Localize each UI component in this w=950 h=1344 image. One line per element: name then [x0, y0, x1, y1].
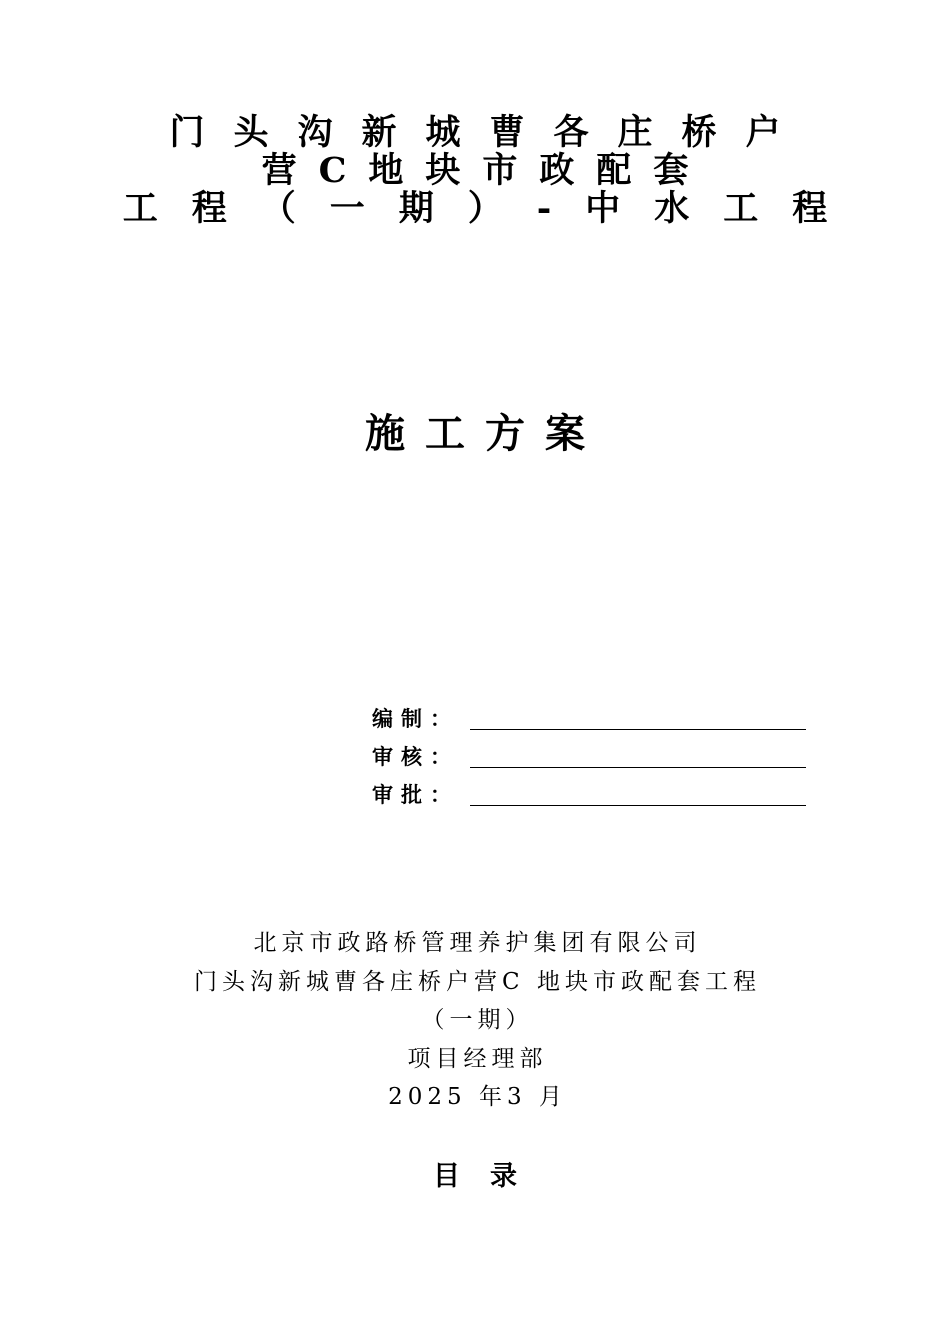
compiled-by-line — [470, 729, 806, 730]
signature-row-approved — [372, 772, 806, 810]
reviewed-by-label: 审核： — [372, 744, 459, 769]
project-title-line-1: 门头沟新城曹各庄桥户 — [169, 112, 810, 153]
table-of-contents-heading: 目录 — [433, 1161, 547, 1192]
organization-block — [0, 924, 950, 1117]
project-title — [0, 114, 950, 228]
project-title-line-3: 工程（一期）-中水工程 — [122, 188, 862, 229]
compiled-by-label: 编制： — [372, 706, 459, 731]
signature-row-reviewed — [372, 734, 806, 772]
signature-block — [372, 696, 806, 810]
project-title-line-2: 营C地块市政配套 — [261, 150, 711, 191]
department-name: 项目经理部 — [407, 1045, 548, 1072]
project-name-line-1: 门头沟新城曹各庄桥户营C 地块市政配套工程 — [194, 968, 761, 995]
company-name: 北京市政路桥管理养护集团有限公司 — [253, 930, 702, 956]
reviewed-by-line — [470, 767, 806, 768]
approved-by-label: 审批： — [372, 782, 459, 807]
signature-row-compiled — [372, 696, 806, 734]
document-type-heading: 施工方案 — [365, 410, 605, 457]
project-name-line-2: （一期） — [421, 1007, 534, 1033]
document-date: 2025 年3 月 — [388, 1084, 567, 1110]
approved-by-line — [470, 805, 806, 806]
